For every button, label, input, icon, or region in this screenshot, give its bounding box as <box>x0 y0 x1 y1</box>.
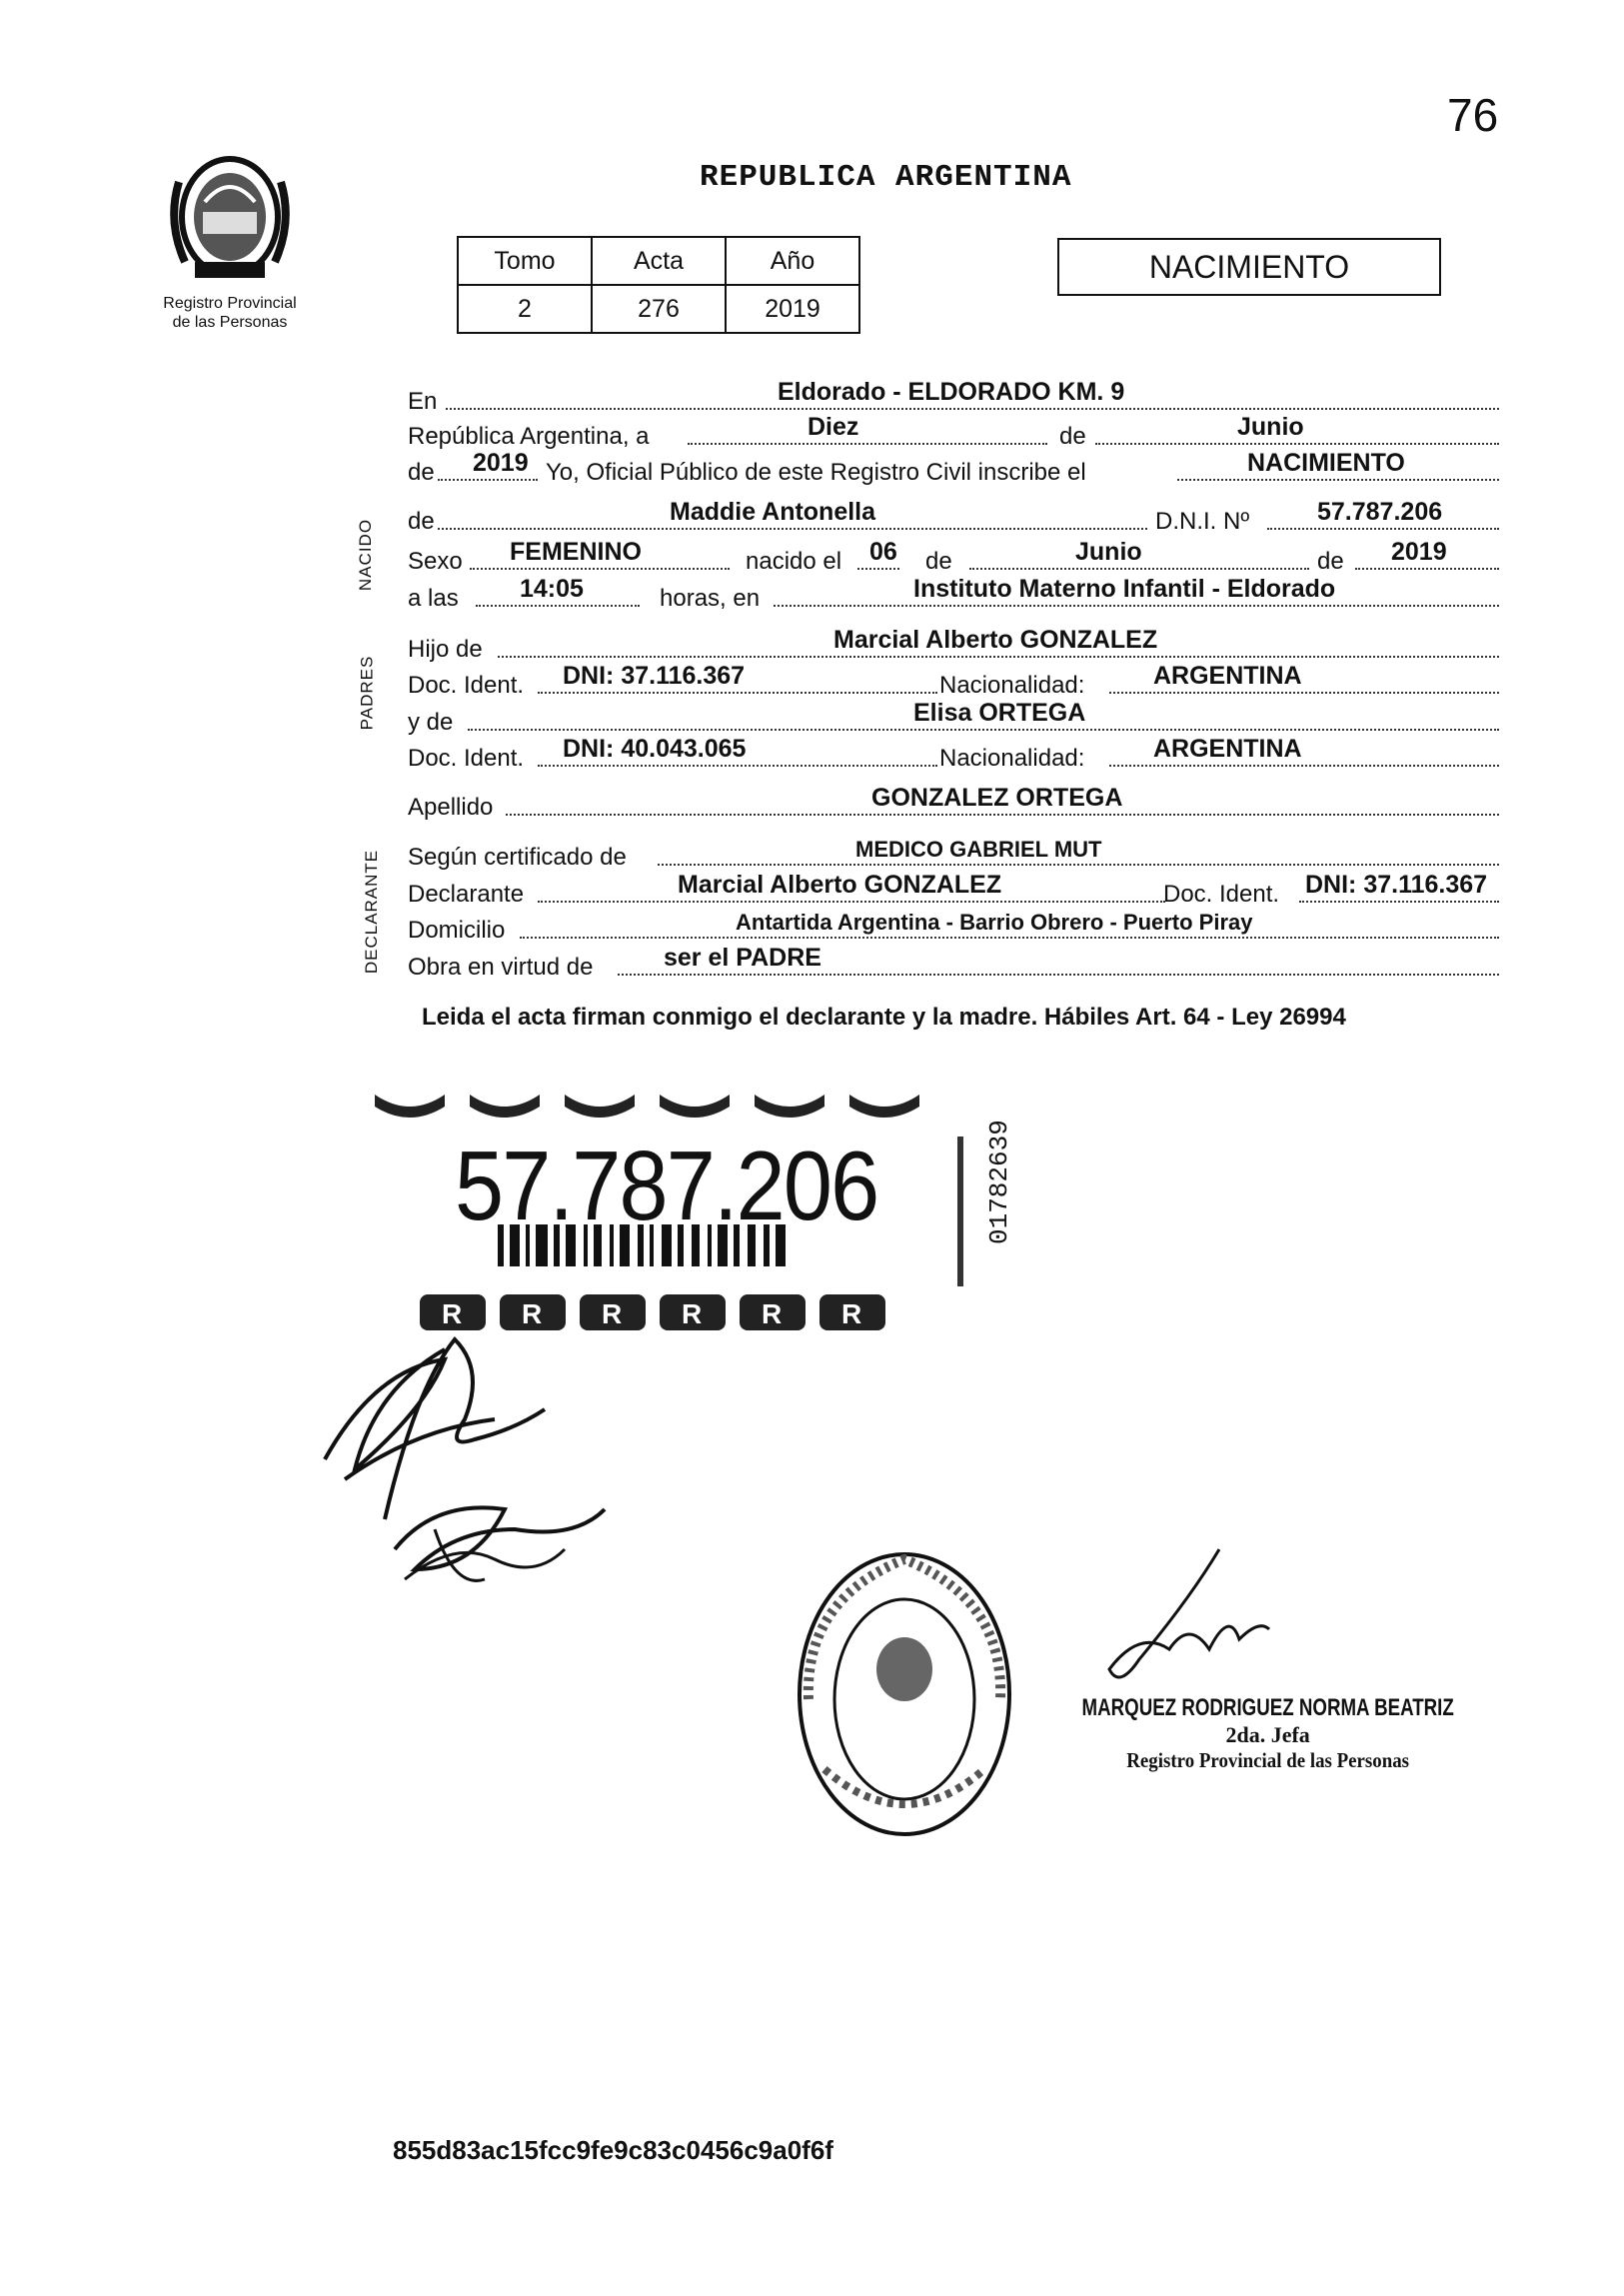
country-title: REPUBLICA ARGENTINA <box>700 160 1072 195</box>
value-apellido: GONZALEZ ORTEGA <box>871 784 1123 812</box>
row-obra <box>408 944 1499 982</box>
label-dni: D.N.I. Nº <box>1155 508 1250 535</box>
value-birth-month: Junio <box>1075 538 1142 566</box>
label-republica: República Argentina, a <box>408 423 650 450</box>
value-mother-nationality: ARGENTINA <box>1153 735 1302 763</box>
ref-value-ano: 2019 <box>726 285 859 333</box>
official-stamp <box>785 1539 1024 1849</box>
label-mother-nacionalidad: Nacionalidad: <box>939 745 1085 772</box>
svg-text:R: R <box>602 1298 623 1329</box>
svg-text:R: R <box>442 1298 463 1329</box>
label-nacido: nacido el <box>746 548 842 575</box>
label-de-month: de <box>1059 423 1086 450</box>
label-apellido: Apellido <box>408 794 494 821</box>
label-de-year: de <box>408 459 435 486</box>
value-declarante: Marcial Alberto GONZALEZ <box>678 871 1002 899</box>
value-domicilio: Antartida Argentina - Barrio Obrero - Puerto Piray <box>736 910 1253 935</box>
value-certificado: MEDICO GABRIEL MUT <box>855 837 1102 862</box>
value-time: 14:05 <box>520 575 584 603</box>
svg-text:R: R <box>841 1298 862 1329</box>
row-sexo <box>408 538 1499 576</box>
label-de-name: de <box>408 508 435 535</box>
label-father-doc: Doc. Ident. <box>408 672 525 699</box>
value-month: Junio <box>1237 413 1304 441</box>
label-official-text: Yo, Oficial Público de este Registro Civil inscribe el <box>546 459 1086 486</box>
label-alas: a las <box>408 585 459 612</box>
value-sexo: FEMENINO <box>510 538 642 566</box>
label-father-nacionalidad: Nacionalidad: <box>939 672 1085 699</box>
label-sexo: Sexo <box>408 548 463 575</box>
value-inscribe: NACIMIENTO <box>1247 449 1405 477</box>
sticker-bottom-r-pattern-icon <box>420 1294 885 1330</box>
label-yde: y de <box>408 709 454 736</box>
label-de-birth-month: de <box>925 548 952 575</box>
record-type-box: NACIMIENTO <box>1057 238 1441 296</box>
official-name: MARQUEZ RODRIGUEZ NORMA BEATRIZ <box>1081 1694 1454 1721</box>
label-en: En <box>408 388 438 415</box>
logo-caption-line1: Registro Provincial <box>163 295 297 312</box>
document-hash: 855d83ac15fcc9fe9c83c0456c9a0f6f <box>393 2135 833 2165</box>
ref-header-ano: Año <box>726 237 859 285</box>
row-certificado <box>408 838 1499 872</box>
ref-value-tomo: 2 <box>458 285 592 333</box>
label-declarante: Declarante <box>408 881 525 908</box>
label-horas: horas, en <box>660 585 761 612</box>
sticker-dni-number: 57.787.206 <box>455 1131 878 1240</box>
label-obra: Obra en virtud de <box>408 954 594 981</box>
ref-header-acta: Acta <box>592 237 726 285</box>
row-mother <box>408 699 1499 737</box>
section-label-nacido: NACIDO <box>356 518 376 592</box>
value-place-registry: Eldorado - ELDORADO KM. 9 <box>778 378 1125 406</box>
row-year <box>408 449 1499 487</box>
sticker-serial: 01782639 <box>984 1120 1014 1244</box>
province-seal-icon <box>165 142 295 292</box>
official-org: Registro Provincial de las Personas <box>1126 1748 1410 1772</box>
value-father-nationality: ARGENTINA <box>1153 662 1302 690</box>
label-hijo: Hijo de <box>408 636 483 663</box>
value-mother-doc: DNI: 40.043.065 <box>563 735 747 763</box>
svg-text:R: R <box>682 1298 703 1329</box>
label-domicilio: Domicilio <box>408 917 506 944</box>
row-hora <box>408 575 1499 613</box>
signature-official <box>1079 1539 1279 1699</box>
closing-note: Leida el acta firman conmigo el declarante y la madre. Hábiles Art. 64 - Ley 26994 <box>422 1004 1346 1031</box>
value-obra: ser el PADRE <box>664 944 821 972</box>
value-child-dni: 57.787.206 <box>1317 498 1443 526</box>
logo-caption-line2: de las Personas <box>172 314 288 331</box>
row-father-doc <box>408 662 1499 700</box>
section-label-declarante: DECLARANTE <box>362 849 382 975</box>
row-name <box>408 498 1499 536</box>
ref-value-acta: 276 <box>592 285 726 333</box>
signature-declarante <box>315 1329 635 1609</box>
label-declarante-doc: Doc. Ident. <box>1163 881 1280 908</box>
reference-table <box>457 236 860 334</box>
province-logo <box>150 142 310 332</box>
value-father-name: Marcial Alberto GONZALEZ <box>833 626 1158 654</box>
row-fecha <box>408 413 1499 451</box>
section-label-padres: PADRES <box>357 655 377 731</box>
official-block <box>1029 1694 1506 1773</box>
label-certificado: Según certificado de <box>408 844 627 871</box>
official-role: 2da. Jefa <box>1225 1722 1310 1747</box>
label-mother-doc: Doc. Ident. <box>408 745 525 772</box>
row-apellido <box>408 784 1499 822</box>
ref-header-tomo: Tomo <box>458 237 592 285</box>
value-birth-place: Instituto Materno Infantil - Eldorado <box>913 575 1336 603</box>
row-declarante <box>408 871 1499 909</box>
value-mother-name: Elisa ORTEGA <box>913 699 1086 727</box>
value-child-name: Maddie Antonella <box>670 498 876 526</box>
value-day: Diez <box>808 413 859 441</box>
row-en <box>408 378 1499 416</box>
value-declarante-doc: DNI: 37.116.367 <box>1305 871 1488 899</box>
label-de-birth-year: de <box>1317 548 1344 575</box>
row-father <box>408 626 1499 664</box>
value-father-doc: DNI: 37.116.367 <box>563 662 746 690</box>
row-domicilio <box>408 911 1499 945</box>
value-year: 2019 <box>473 449 529 477</box>
row-mother-doc <box>408 735 1499 773</box>
svg-text:R: R <box>762 1298 783 1329</box>
value-birth-day: 06 <box>869 538 897 566</box>
svg-text:R: R <box>522 1298 543 1329</box>
sticker-top-wave-icon <box>375 1095 919 1118</box>
value-birth-year: 2019 <box>1391 538 1447 566</box>
page-number: 76 <box>1447 89 1499 141</box>
